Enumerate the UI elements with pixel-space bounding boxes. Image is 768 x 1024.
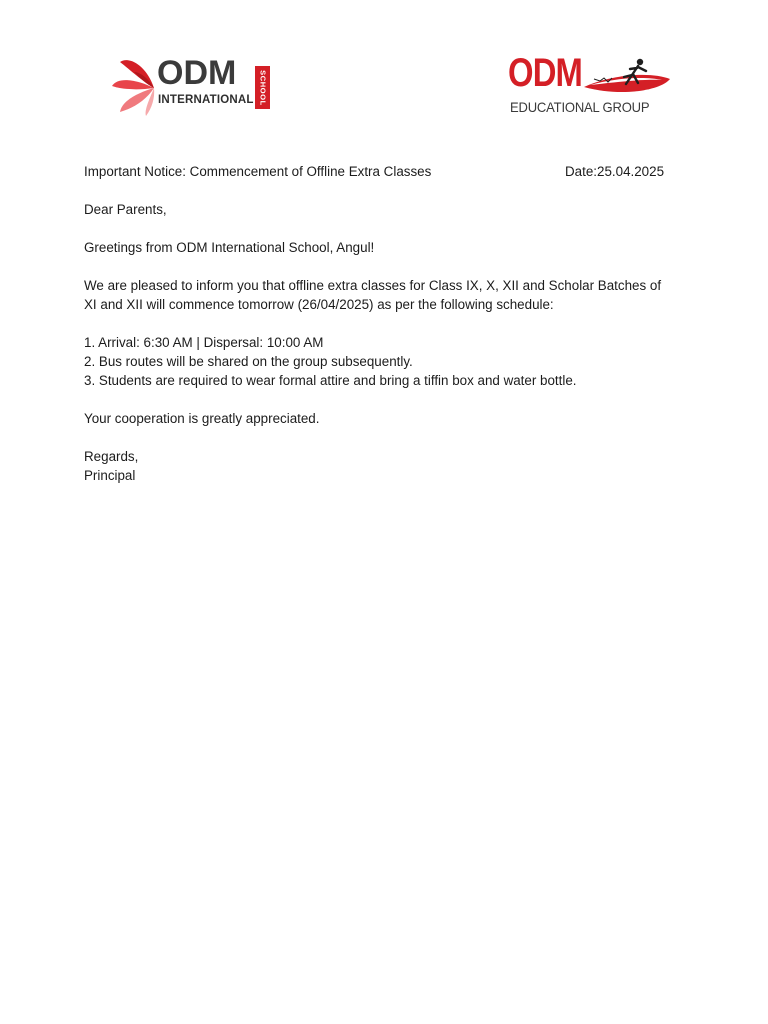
logo-left-subtitle: INTERNATIONAL: [158, 94, 254, 106]
salutation: Dear Parents,: [84, 202, 167, 217]
schedule-item: 3. Students are required to wear formal attire and bring a tiffin box and water bottle.: [84, 373, 577, 388]
greeting: Greetings from ODM International School, Angul!: [84, 240, 375, 255]
logo-left-wordmark: ODM: [157, 54, 237, 92]
regards: Regards,: [84, 449, 139, 464]
logo-left-school-tag: [255, 66, 270, 109]
paragraph-line: We are pleased to inform you that offline extra classes for Class IX, X, XII and Scholar Batches of: [84, 278, 662, 293]
butterfly-icon: [110, 58, 158, 116]
odm-international-school-logo: [110, 56, 275, 118]
logo-right-wordmark: ODM: [508, 51, 583, 95]
logo-left-tag-text: SCHOOL: [258, 69, 267, 106]
schedule-item: 1. Arrival: 6:30 AM | Dispersal: 10:00 AM: [84, 335, 324, 350]
logo-right-subtitle: EDUCATIONAL GROUP: [510, 99, 650, 115]
paragraph-line: XI and XII will commence tomorrow (26/04/2025) as per the following schedule:: [84, 297, 554, 312]
closing-line: Your cooperation is greatly appreciated.: [84, 411, 320, 426]
odm-educational-group-logo: [508, 51, 678, 119]
signatory: Principal: [84, 468, 136, 483]
notice-date: Date:25.04.2025: [565, 164, 665, 179]
notice-subject: Important Notice: Commencement of Offline Extra Classes: [84, 164, 432, 179]
schedule-item: 2. Bus routes will be shared on the group subsequently.: [84, 354, 413, 369]
runner-swoosh-icon: [580, 57, 672, 97]
